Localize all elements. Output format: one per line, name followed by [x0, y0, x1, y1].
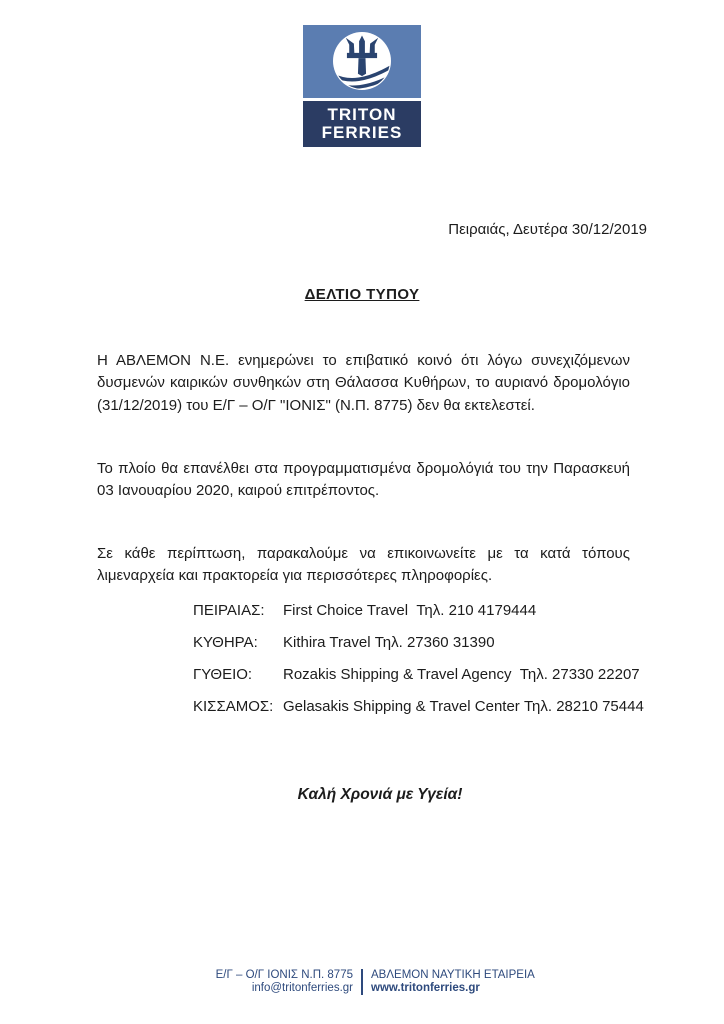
logo-emblem [303, 25, 421, 98]
contact-row [193, 600, 644, 622]
footer-company: ΑΒΛΕΜΟΝ ΝΑΥΤΙΚΗ ΕΤΑΙΡΕΙΑ [371, 969, 535, 981]
agency-info: Kithira Travel Τηλ. 27360 31390 [283, 634, 495, 651]
triton-ferries-logo [303, 25, 421, 147]
brand-line-2: FERRIES [321, 123, 403, 142]
contact-row [193, 632, 644, 654]
brand-line-1: TRITON [327, 105, 397, 124]
trident-waves-icon [333, 32, 391, 90]
footer-left-column [0, 969, 361, 995]
paragraph-announcement: Η ΑΒΛΕΜΟΝ Ν.Ε. ενημερώνει το επιβατικό κοινό ότι λόγω συνεχιζόμενων δυσμενών καιρικών συνθηκών στη Θάλασσα Κυθήρων, το αυριανό δρομολόγιο (31/12/2019) του Ε/Γ – Ο/Γ "ΙΟΝΙΣ" (Ν.Π. 8775) δεν θα εκτελεστεί. [97, 352, 630, 414]
footer-right-column [363, 969, 724, 995]
agency-info: Rozakis Shipping & Travel Agency Τηλ. 27330 22207 [283, 666, 640, 683]
page-footer [0, 969, 724, 995]
footer-website: www.tritonferries.gr [371, 982, 480, 994]
port-label: ΚΥΘΗΡΑ: [193, 634, 258, 651]
logo-wordmark [303, 101, 421, 147]
footer-email: info@tritonferries.gr [251, 982, 353, 994]
paragraph-resumption: Το πλοίο θα επανέλθει στα προγραμματισμένα δρομολόγιά του την Παρασκευή 03 Ιανουαρίου 2020, καιρού επιτρέποντος. [97, 460, 630, 500]
press-release-title: ΔΕΛΤΙΟ ΤΥΠΟΥ [304, 286, 420, 303]
contact-row [193, 696, 644, 718]
contacts-list [193, 600, 644, 728]
dateline: Πειραιάς, Δευτέρα 30/12/2019 [448, 221, 647, 238]
logo-circle [333, 32, 391, 90]
footer-vessel-info: Ε/Γ – Ο/Γ ΙΟΝΙΣ Ν.Π. 8775 [215, 969, 353, 981]
closing-wish: Καλή Χρονιά με Υγεία! [297, 786, 463, 803]
port-label: ΚΙΣΣΑΜΟΣ: [193, 698, 274, 715]
paragraph-information: Σε κάθε περίπτωση, παρακαλούμε να επικοινωνείτε με τα κατά τόπους λιμεναρχεία και πρακτορεία για περισσότερες πληροφορίες. [97, 545, 630, 585]
contact-row [193, 664, 644, 686]
port-label: ΠΕΙΡΑΙΑΣ: [193, 602, 265, 619]
port-label: ΓΥΘΕΙΟ: [193, 666, 253, 683]
agency-info: Gelasakis Shipping & Travel Center Τηλ. 28210 75444 [283, 698, 644, 715]
agency-info: First Choice Travel Τηλ. 210 4179444 [283, 602, 537, 619]
